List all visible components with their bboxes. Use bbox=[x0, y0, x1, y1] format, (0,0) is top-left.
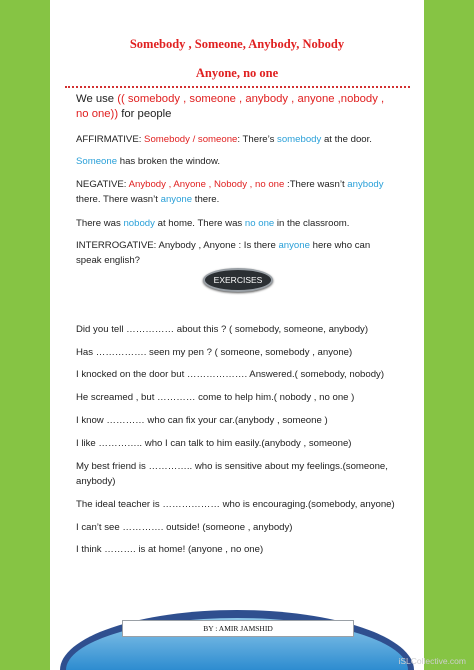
negative-example-2: anyone bbox=[160, 194, 193, 205]
interrogative-text: INTERROGATIVE: Anybody , Anyone : Is there bbox=[76, 240, 279, 251]
intro-line-2 bbox=[76, 108, 171, 120]
intro-line-1 bbox=[76, 93, 384, 105]
exercise-item: My best friend is ………….. who is sensitive about my feelings.(someone, bbox=[76, 461, 388, 472]
title-line-1: Somebody , Someone, Anybody, Nobody bbox=[129, 37, 345, 51]
watermark: iSLCollective.com bbox=[398, 656, 466, 666]
interrogative-line-1 bbox=[76, 240, 370, 251]
worksheet-page bbox=[60, 0, 414, 670]
intro-words: (( somebody , someone , anybody , anyone ,nobody , bbox=[117, 93, 385, 105]
affirmative-text-end: at the door. bbox=[321, 134, 372, 145]
title-line-2: Anyone, no one bbox=[195, 66, 279, 80]
negative-example-1: anybody bbox=[347, 179, 384, 190]
affirmative-line bbox=[76, 134, 372, 145]
negative-line-2 bbox=[76, 194, 219, 205]
intro-text: We use bbox=[76, 93, 118, 105]
author-credit: BY : AMIR JAMSHID bbox=[122, 620, 354, 637]
someone-example-line bbox=[76, 156, 220, 167]
right-green-bar bbox=[424, 0, 474, 670]
exercise-item: Did you tell …………… about this ? ( somebody, someone, anybody) bbox=[76, 324, 369, 335]
nobody-text-2: at home. There was bbox=[154, 218, 245, 229]
negative-text-2: there. There wasn’t bbox=[76, 194, 161, 205]
nobody-text-3: in the classroom. bbox=[274, 218, 350, 229]
title-divider bbox=[65, 86, 410, 88]
exercise-item: I like ………….. who I can talk to him easily.(anybody , someone) bbox=[76, 438, 352, 449]
exercise-item: The ideal teacher is ……………… who is encouraging.(somebody, anyone) bbox=[76, 499, 395, 510]
exercise-item: I think ………. is at home! (anyone , no one) bbox=[76, 544, 264, 555]
negative-text: :There wasn’t bbox=[284, 179, 348, 190]
exercise-item: Has ……………. seen my pen ? ( someone, somebody , anyone) bbox=[76, 347, 353, 358]
negative-words: Anybody , Anyone , Nobody , no one bbox=[128, 179, 285, 190]
interrogative-text-end: here who can bbox=[309, 240, 371, 251]
interrogative-example: anyone bbox=[278, 240, 310, 251]
nobody-text-1: There was bbox=[76, 218, 124, 229]
exercise-item: I know ………… who can fix your car.(anybody , someone ) bbox=[76, 415, 328, 426]
affirmative-example: somebody bbox=[277, 134, 322, 145]
someone-word: Someone bbox=[76, 156, 118, 167]
exercise-item: I can’t see …………. outside! (someone , anybody) bbox=[76, 522, 293, 533]
left-green-bar bbox=[0, 0, 50, 670]
nobody-example-line bbox=[76, 218, 349, 229]
negative-label: NEGATIVE: bbox=[76, 179, 129, 190]
exercise-item: I knocked on the door but ………………. Answered.( somebody, nobody) bbox=[76, 369, 385, 380]
affirmative-text: : There’s bbox=[237, 134, 278, 145]
intro-words-end: no one)) bbox=[76, 108, 119, 120]
exercise-item-continued: anybody) bbox=[76, 476, 116, 487]
affirmative-label: AFFIRMATIVE: bbox=[76, 134, 145, 145]
intro-text-end: for people bbox=[118, 108, 172, 120]
no-one-word: no one bbox=[244, 218, 275, 229]
negative-text-3: there. bbox=[192, 194, 220, 205]
affirmative-words: Somebody / someone bbox=[144, 134, 238, 145]
interrogative-line-2: speak english? bbox=[76, 255, 141, 266]
negative-line-1 bbox=[76, 179, 384, 190]
nobody-word: nobody bbox=[123, 218, 155, 229]
exercises-button[interactable]: EXERCISES bbox=[203, 268, 273, 292]
exercise-item: He screamed , but ………… come to help him.( nobody , no one ) bbox=[76, 392, 355, 403]
someone-text: has broken the window. bbox=[117, 156, 221, 167]
